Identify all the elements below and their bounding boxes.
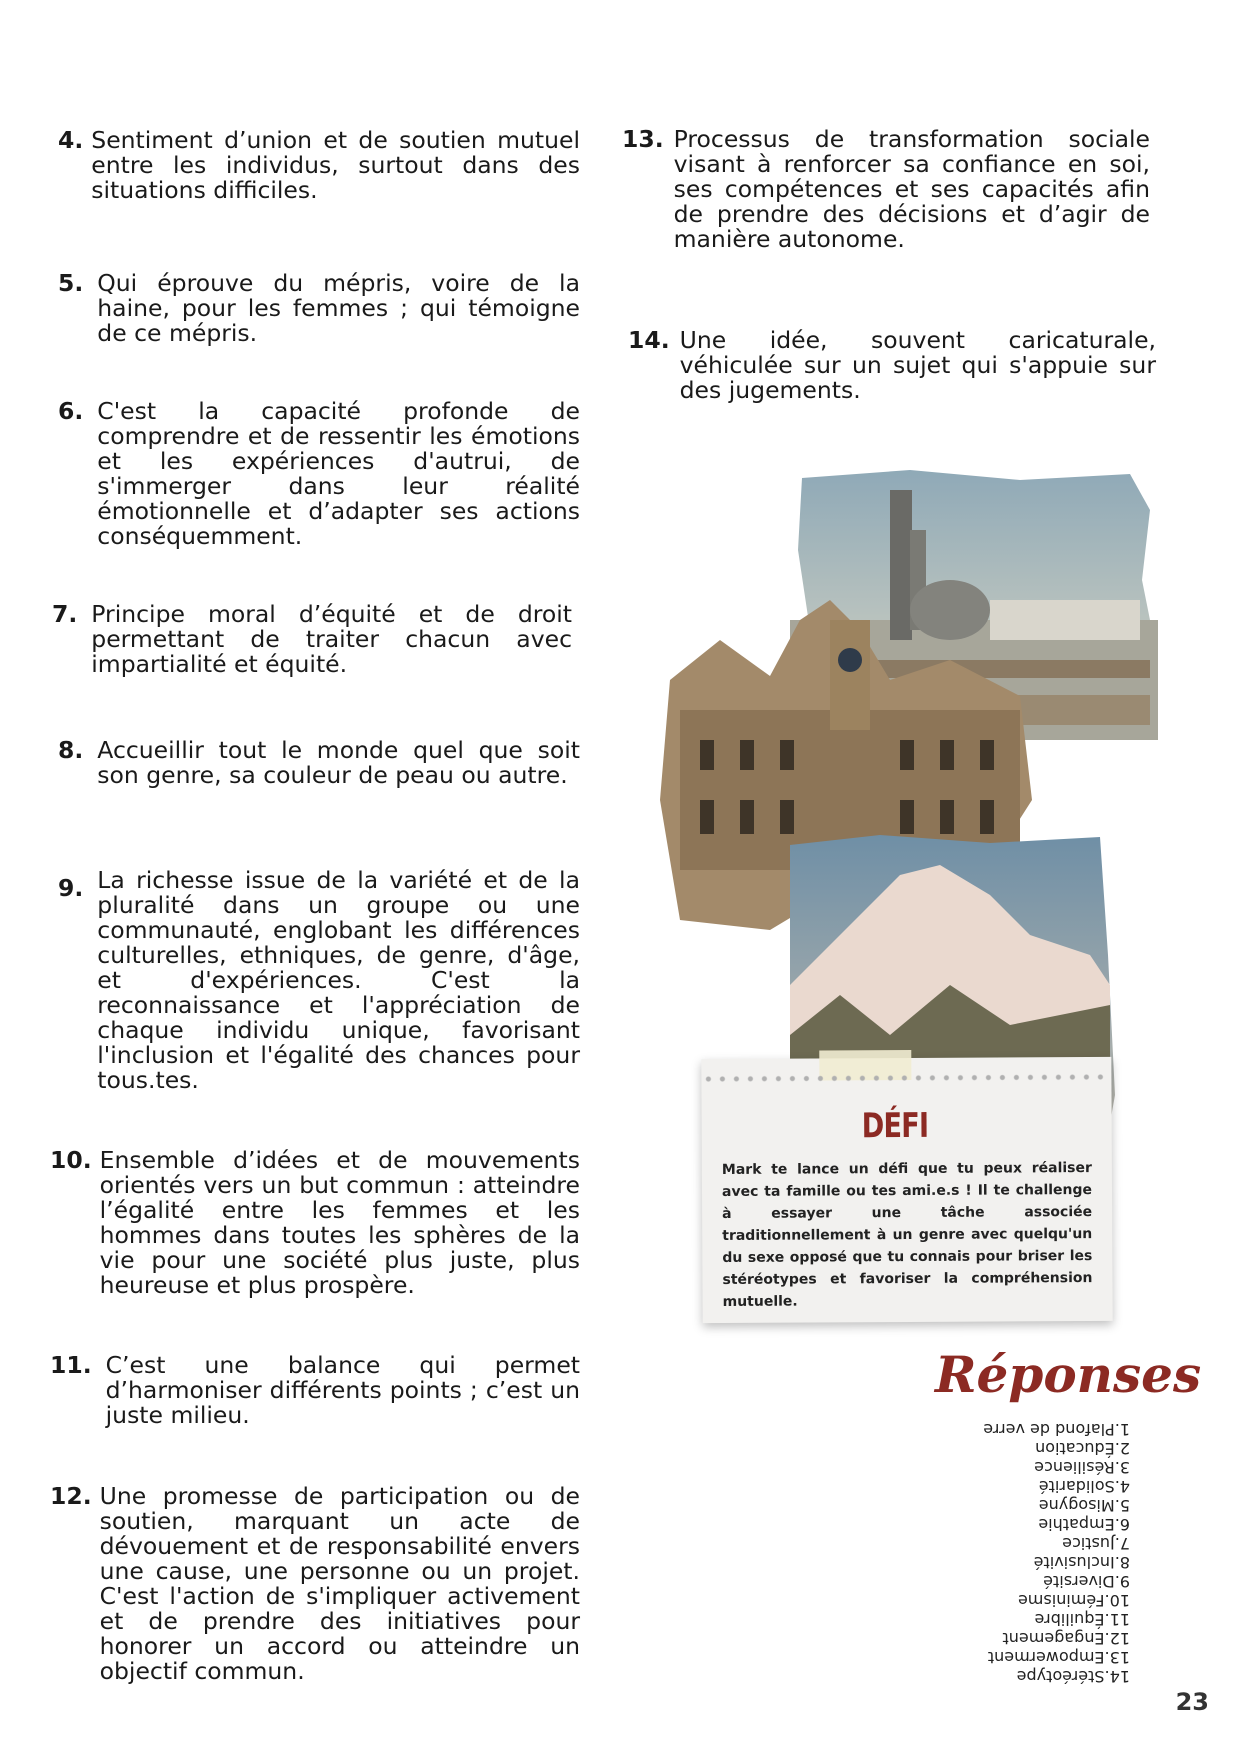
definition-number: 7. bbox=[52, 600, 78, 628]
definition-number: 6. bbox=[58, 397, 84, 425]
definition-text: Une promesse de participation ou de soutien, marquant un acte de dévouement et de responsabilité envers une cause, une personne ou un projet. C'est l'action de s'impliquer activement et de prendre des initiatives pour honorer un accord ou atteindre un objectif commun. bbox=[99, 1482, 580, 1685]
definition-number: 12. bbox=[50, 1482, 92, 1510]
definition-10 bbox=[50, 1148, 580, 1298]
answer-item: 3.Résilience bbox=[1034, 1458, 1130, 1477]
definition-text: C’est une balance qui permet d’harmoniser différents points ; c’est un juste milieu. bbox=[105, 1351, 580, 1429]
reponses-title: Réponses bbox=[935, 1345, 1202, 1404]
answer-item: 7.Justice bbox=[1062, 1534, 1130, 1553]
definition-14 bbox=[628, 328, 1156, 403]
definition-number: 11. bbox=[50, 1351, 92, 1379]
definition-number: 8. bbox=[58, 736, 84, 764]
definition-text: Processus de transformation sociale visant à renforcer sa confiance en soi, ses compétences et ses capacités afin de prendre des décisions et d’agir de manière autonome. bbox=[673, 125, 1150, 253]
definition-8 bbox=[58, 738, 580, 788]
answer-item: 5.Misogyne bbox=[1038, 1496, 1130, 1515]
definition-text: Accueillir tout le monde quel que soit son genre, sa couleur de peau ou autre. bbox=[97, 736, 580, 789]
definition-number: 13. bbox=[622, 125, 664, 153]
definition-11 bbox=[50, 1353, 580, 1428]
definition-text: Une idée, souvent caricaturale, véhiculée sur un sujet qui s'appuie sur des jugements. bbox=[679, 326, 1156, 404]
answer-item: 8.Inclusivité bbox=[1033, 1553, 1130, 1572]
answer-item: 13.Empowerment bbox=[987, 1648, 1130, 1667]
answer-item: 6.Empathie bbox=[1038, 1515, 1130, 1534]
definition-12 bbox=[50, 1484, 580, 1684]
definition-7 bbox=[52, 602, 572, 677]
definition-number: 14. bbox=[628, 326, 670, 354]
defi-text: Mark te lance un défi que tu peux réaliser avec ta famille ou tes ami.e.s ! Il te challenge à essayer une tâche associée traditionnellement à un genre avec quelqu'un du sexe opposé que tu connais pour briser les stéréotypes et favoriser la compréhension mutuelle. bbox=[721, 1160, 1093, 1310]
defi-title: DÉFI bbox=[861, 1105, 929, 1147]
answer-item: 2.Éducation bbox=[1035, 1439, 1130, 1458]
answer-item: 11.Équilibre bbox=[1034, 1610, 1130, 1629]
definition-text: Principe moral d’équité et de droit permettant de traiter chacun avec impartialité et équité. bbox=[91, 600, 572, 678]
definition-13 bbox=[622, 127, 1150, 252]
answers-list-upside-down bbox=[950, 1420, 1130, 1686]
definition-text: Qui éprouve du mépris, voire de la haine, pour les femmes ; qui témoigne de ce mépris. bbox=[97, 269, 580, 347]
definition-number: 9. bbox=[58, 874, 84, 902]
answer-item: 4.Solidarité bbox=[1038, 1477, 1130, 1496]
answer-item: 12.Engagement bbox=[1002, 1629, 1130, 1648]
definition-text: Ensemble d’idées et de mouvements orientés vers un but commun : atteindre l’égalité entre les femmes et les hommes dans toutes les sphères de la vie pour une société plus juste, plus heureuse et plus prospère. bbox=[99, 1146, 580, 1299]
definition-number: 5. bbox=[58, 269, 84, 297]
definition-text: Sentiment d’union et de soutien mutuel entre les individus, surtout dans des situations difficiles. bbox=[91, 126, 580, 204]
answer-item: 10.Féminisme bbox=[1018, 1591, 1130, 1610]
definition-text: C'est la capacité profonde de comprendre et de ressentir les émotions et les expériences d'autrui, de s'immerger dans leur réalité émotionnelle et d’adapter ses actions conséquemment. bbox=[97, 397, 580, 550]
definition-5 bbox=[58, 271, 580, 346]
definition-9 bbox=[58, 868, 580, 1093]
definition-text: La richesse issue de la variété et de la pluralité dans un groupe ou une communauté, englobant les différences culturelles, ethniques, de genre, d'âge, et d'expériences. C'est la reconnaissance et l'appréciation de chaque individu unique, favorisant l'inclusion et l'égalité des chances pour tous.tes. bbox=[97, 866, 580, 1094]
page-number: 23 bbox=[1175, 1688, 1209, 1716]
definition-4 bbox=[58, 128, 580, 203]
definition-number: 10. bbox=[50, 1146, 92, 1174]
answer-item: 14.Stéréotype bbox=[1016, 1667, 1130, 1686]
definition-number: 4. bbox=[58, 126, 84, 154]
answer-item: 1.Plafond de verre bbox=[983, 1420, 1130, 1439]
definition-6 bbox=[58, 399, 580, 549]
perforation-edge bbox=[701, 1071, 1111, 1085]
answer-item: 9.Diversité bbox=[1043, 1572, 1130, 1591]
defi-card bbox=[701, 1057, 1112, 1323]
